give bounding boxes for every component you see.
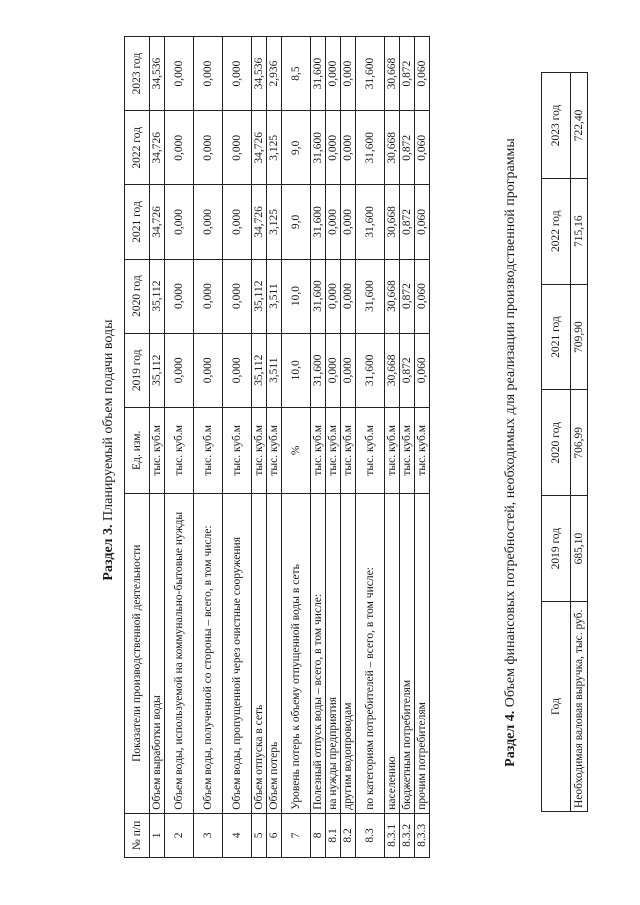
- row-name: на нужды предприятия: [326, 493, 341, 813]
- row-unit: тыс. куб.м: [341, 407, 356, 493]
- section4-title-text: Объем финансовых потребностей, необходимых для реализации производственной программы: [503, 138, 518, 708]
- section4-title-bold: Раздел 4.: [503, 710, 518, 767]
- row-unit: тыс. куб.м: [267, 407, 282, 493]
- row-value: 35,112: [252, 259, 267, 333]
- row-value: 31,600: [356, 259, 385, 333]
- row-value: 0,000: [223, 185, 252, 259]
- header-unit: Ед. изм.: [125, 407, 150, 493]
- row-num: 8: [311, 813, 326, 857]
- row-value: 2,936: [267, 37, 282, 111]
- table-header-row: [542, 73, 571, 812]
- row-value: 715,16: [571, 178, 588, 284]
- row-value: 10,0: [282, 259, 311, 333]
- row-value: 10,0: [282, 333, 311, 407]
- row-num: 8.3.3: [415, 813, 430, 857]
- row-unit: тыс. куб.м: [356, 407, 385, 493]
- row-value: 0,060: [415, 333, 430, 407]
- row-value: 0,000: [165, 259, 194, 333]
- row-value: 31,600: [356, 333, 385, 407]
- header-year: 2021 год: [125, 185, 150, 259]
- row-name: населению: [385, 493, 400, 813]
- row-value: 30,668: [385, 111, 400, 185]
- row-value: 0,000: [194, 37, 223, 111]
- row-name: другим водопроводам: [341, 493, 356, 813]
- header-year: 2022 год: [542, 178, 571, 284]
- row-value: 30,668: [385, 333, 400, 407]
- row-value: 30,668: [385, 259, 400, 333]
- row-value: 0,000: [165, 37, 194, 111]
- header-year: 2021 год: [542, 284, 571, 390]
- row-value: 0,000: [194, 333, 223, 407]
- row-value: 3,511: [267, 333, 282, 407]
- header-year: 2023 год: [125, 37, 150, 111]
- row-unit: тыс. куб.м: [223, 407, 252, 493]
- row-value: 31,600: [311, 259, 326, 333]
- row-value: 0,000: [223, 111, 252, 185]
- row-name: Объем выработки воды: [150, 493, 165, 813]
- row-value: 0,000: [194, 185, 223, 259]
- row-value: 0,000: [326, 333, 341, 407]
- row-value: 35,112: [252, 333, 267, 407]
- row-value: 685,10: [571, 496, 588, 602]
- row-value: 0,060: [415, 37, 430, 111]
- row-value: 31,600: [356, 37, 385, 111]
- row-num: 8.1: [326, 813, 341, 857]
- water-volume-table: [124, 36, 430, 858]
- row-num: 4: [223, 813, 252, 857]
- row-value: 706,99: [571, 390, 588, 496]
- row-value: 34,726: [150, 185, 165, 259]
- row-unit: тыс. куб.м: [165, 407, 194, 493]
- row-value: 709,90: [571, 284, 588, 390]
- row-unit: тыс. куб.м: [194, 407, 223, 493]
- row-value: 0,872: [400, 37, 415, 111]
- table-row: [415, 37, 430, 858]
- row-value: 0,000: [194, 111, 223, 185]
- row-unit: тыс. куб.м: [415, 407, 430, 493]
- row-label: Необходимая валовая выручка, тыс. руб.: [571, 602, 588, 812]
- row-value: 0,000: [165, 333, 194, 407]
- row-unit: тыс. куб.м: [150, 407, 165, 493]
- header-year: 2019 год: [542, 496, 571, 602]
- row-value: 34,726: [252, 185, 267, 259]
- row-value: 722,40: [571, 73, 588, 179]
- row-num: 6: [267, 813, 282, 857]
- table-row: [326, 37, 341, 858]
- table-row: [165, 37, 194, 858]
- row-name: Полезный отпуск воды – всего, в том числе:: [311, 493, 326, 813]
- row-unit: тыс. куб.м: [326, 407, 341, 493]
- row-unit: тыс. куб.м: [252, 407, 267, 493]
- row-unit: %: [282, 407, 311, 493]
- row-name: по категориям потребителей – всего, в том числе:: [356, 493, 385, 813]
- table-body: [150, 37, 430, 858]
- row-unit: тыс. куб.м: [400, 407, 415, 493]
- header-year: 2020 год: [125, 259, 150, 333]
- row-name: Объем воды, пропущенной через очистные сооружения: [223, 493, 252, 813]
- row-value: 0,000: [194, 259, 223, 333]
- header-year: 2022 год: [125, 111, 150, 185]
- row-num: 8.3.2: [400, 813, 415, 857]
- row-num: 5: [252, 813, 267, 857]
- table-row: [282, 37, 311, 858]
- row-value: 0,000: [341, 185, 356, 259]
- row-value: 31,600: [311, 185, 326, 259]
- row-value: 34,536: [150, 37, 165, 111]
- row-value: 0,000: [341, 333, 356, 407]
- header-name: Показатели производственной деятельности: [125, 493, 150, 813]
- row-value: 0,000: [326, 259, 341, 333]
- row-unit: тыс. куб.м: [311, 407, 326, 493]
- row-name: Уровень потерь к объему отпущенной воды в сеть: [282, 493, 311, 813]
- table-row: [311, 37, 326, 858]
- row-name: Объем воды, полученной со стороны – всего, в том числе:: [194, 493, 223, 813]
- row-value: 0,000: [223, 259, 252, 333]
- row-value: 30,668: [385, 185, 400, 259]
- row-value: 0,872: [400, 333, 415, 407]
- table-row: [356, 37, 385, 858]
- table-header-row: [125, 37, 150, 858]
- table-row: [571, 73, 588, 812]
- row-value: 8,5: [282, 37, 311, 111]
- table-row: [223, 37, 252, 858]
- table-row: [385, 37, 400, 858]
- row-value: 0,872: [400, 259, 415, 333]
- row-value: 0,000: [326, 37, 341, 111]
- row-num: 3: [194, 813, 223, 857]
- row-num: 2: [165, 813, 194, 857]
- row-value: 3,125: [267, 111, 282, 185]
- row-num: 1: [150, 813, 165, 857]
- row-value: 0,000: [326, 111, 341, 185]
- financial-needs-table: [541, 72, 588, 812]
- row-value: 34,726: [150, 111, 165, 185]
- row-unit: тыс. куб.м: [385, 407, 400, 493]
- row-value: 0,000: [165, 185, 194, 259]
- row-value: 3,511: [267, 259, 282, 333]
- row-value: 0,060: [415, 259, 430, 333]
- row-value: 0,872: [400, 185, 415, 259]
- row-value: 0,060: [415, 185, 430, 259]
- table-row: [194, 37, 223, 858]
- header-year: 2023 год: [542, 73, 571, 179]
- row-value: 9,0: [282, 111, 311, 185]
- section3-title-bold: Раздел 3.: [101, 524, 116, 581]
- row-value: 0,000: [223, 37, 252, 111]
- row-value: 31,600: [356, 111, 385, 185]
- row-name: Объем отпуска в сеть: [252, 493, 267, 813]
- row-value: 31,600: [311, 111, 326, 185]
- row-value: 0,000: [326, 185, 341, 259]
- section3-title-text: Планируемый объем подачи воды: [101, 319, 116, 521]
- row-name: Объем воды, используемой на коммунально-бытовые нужды: [165, 493, 194, 813]
- row-num: 8.3.1: [385, 813, 400, 857]
- header-label: Год: [542, 602, 571, 812]
- row-value: 35,112: [150, 259, 165, 333]
- row-num: 8.2: [341, 813, 356, 857]
- section4-title: [503, 0, 519, 905]
- table-row: [150, 37, 165, 858]
- row-value: 34,726: [252, 111, 267, 185]
- row-value: 0,872: [400, 111, 415, 185]
- row-value: 0,000: [165, 111, 194, 185]
- table-row: [341, 37, 356, 858]
- header-num: № п/п: [125, 813, 150, 857]
- row-value: 0,060: [415, 111, 430, 185]
- row-value: 9,0: [282, 185, 311, 259]
- row-value: 0,000: [341, 259, 356, 333]
- row-name: Объем потерь: [267, 493, 282, 813]
- table-row: [252, 37, 267, 858]
- table-row: [400, 37, 415, 858]
- row-num: 8.3: [356, 813, 385, 857]
- row-value: 0,000: [223, 333, 252, 407]
- row-value: 35,112: [150, 333, 165, 407]
- row-value: 31,600: [311, 333, 326, 407]
- row-value: 30,668: [385, 37, 400, 111]
- row-value: 31,600: [311, 37, 326, 111]
- row-num: 7: [282, 813, 311, 857]
- row-name: прочим потребителям: [415, 493, 430, 813]
- row-value: 0,000: [341, 37, 356, 111]
- row-value: 31,600: [356, 185, 385, 259]
- table-row: [267, 37, 282, 858]
- header-year: 2020 год: [542, 390, 571, 496]
- section3-title: [101, 115, 117, 785]
- row-value: 0,000: [341, 111, 356, 185]
- row-name: бюджетным потребителям: [400, 493, 415, 813]
- row-value: 3,125: [267, 185, 282, 259]
- header-year: 2019 год: [125, 333, 150, 407]
- row-value: 34,536: [252, 37, 267, 111]
